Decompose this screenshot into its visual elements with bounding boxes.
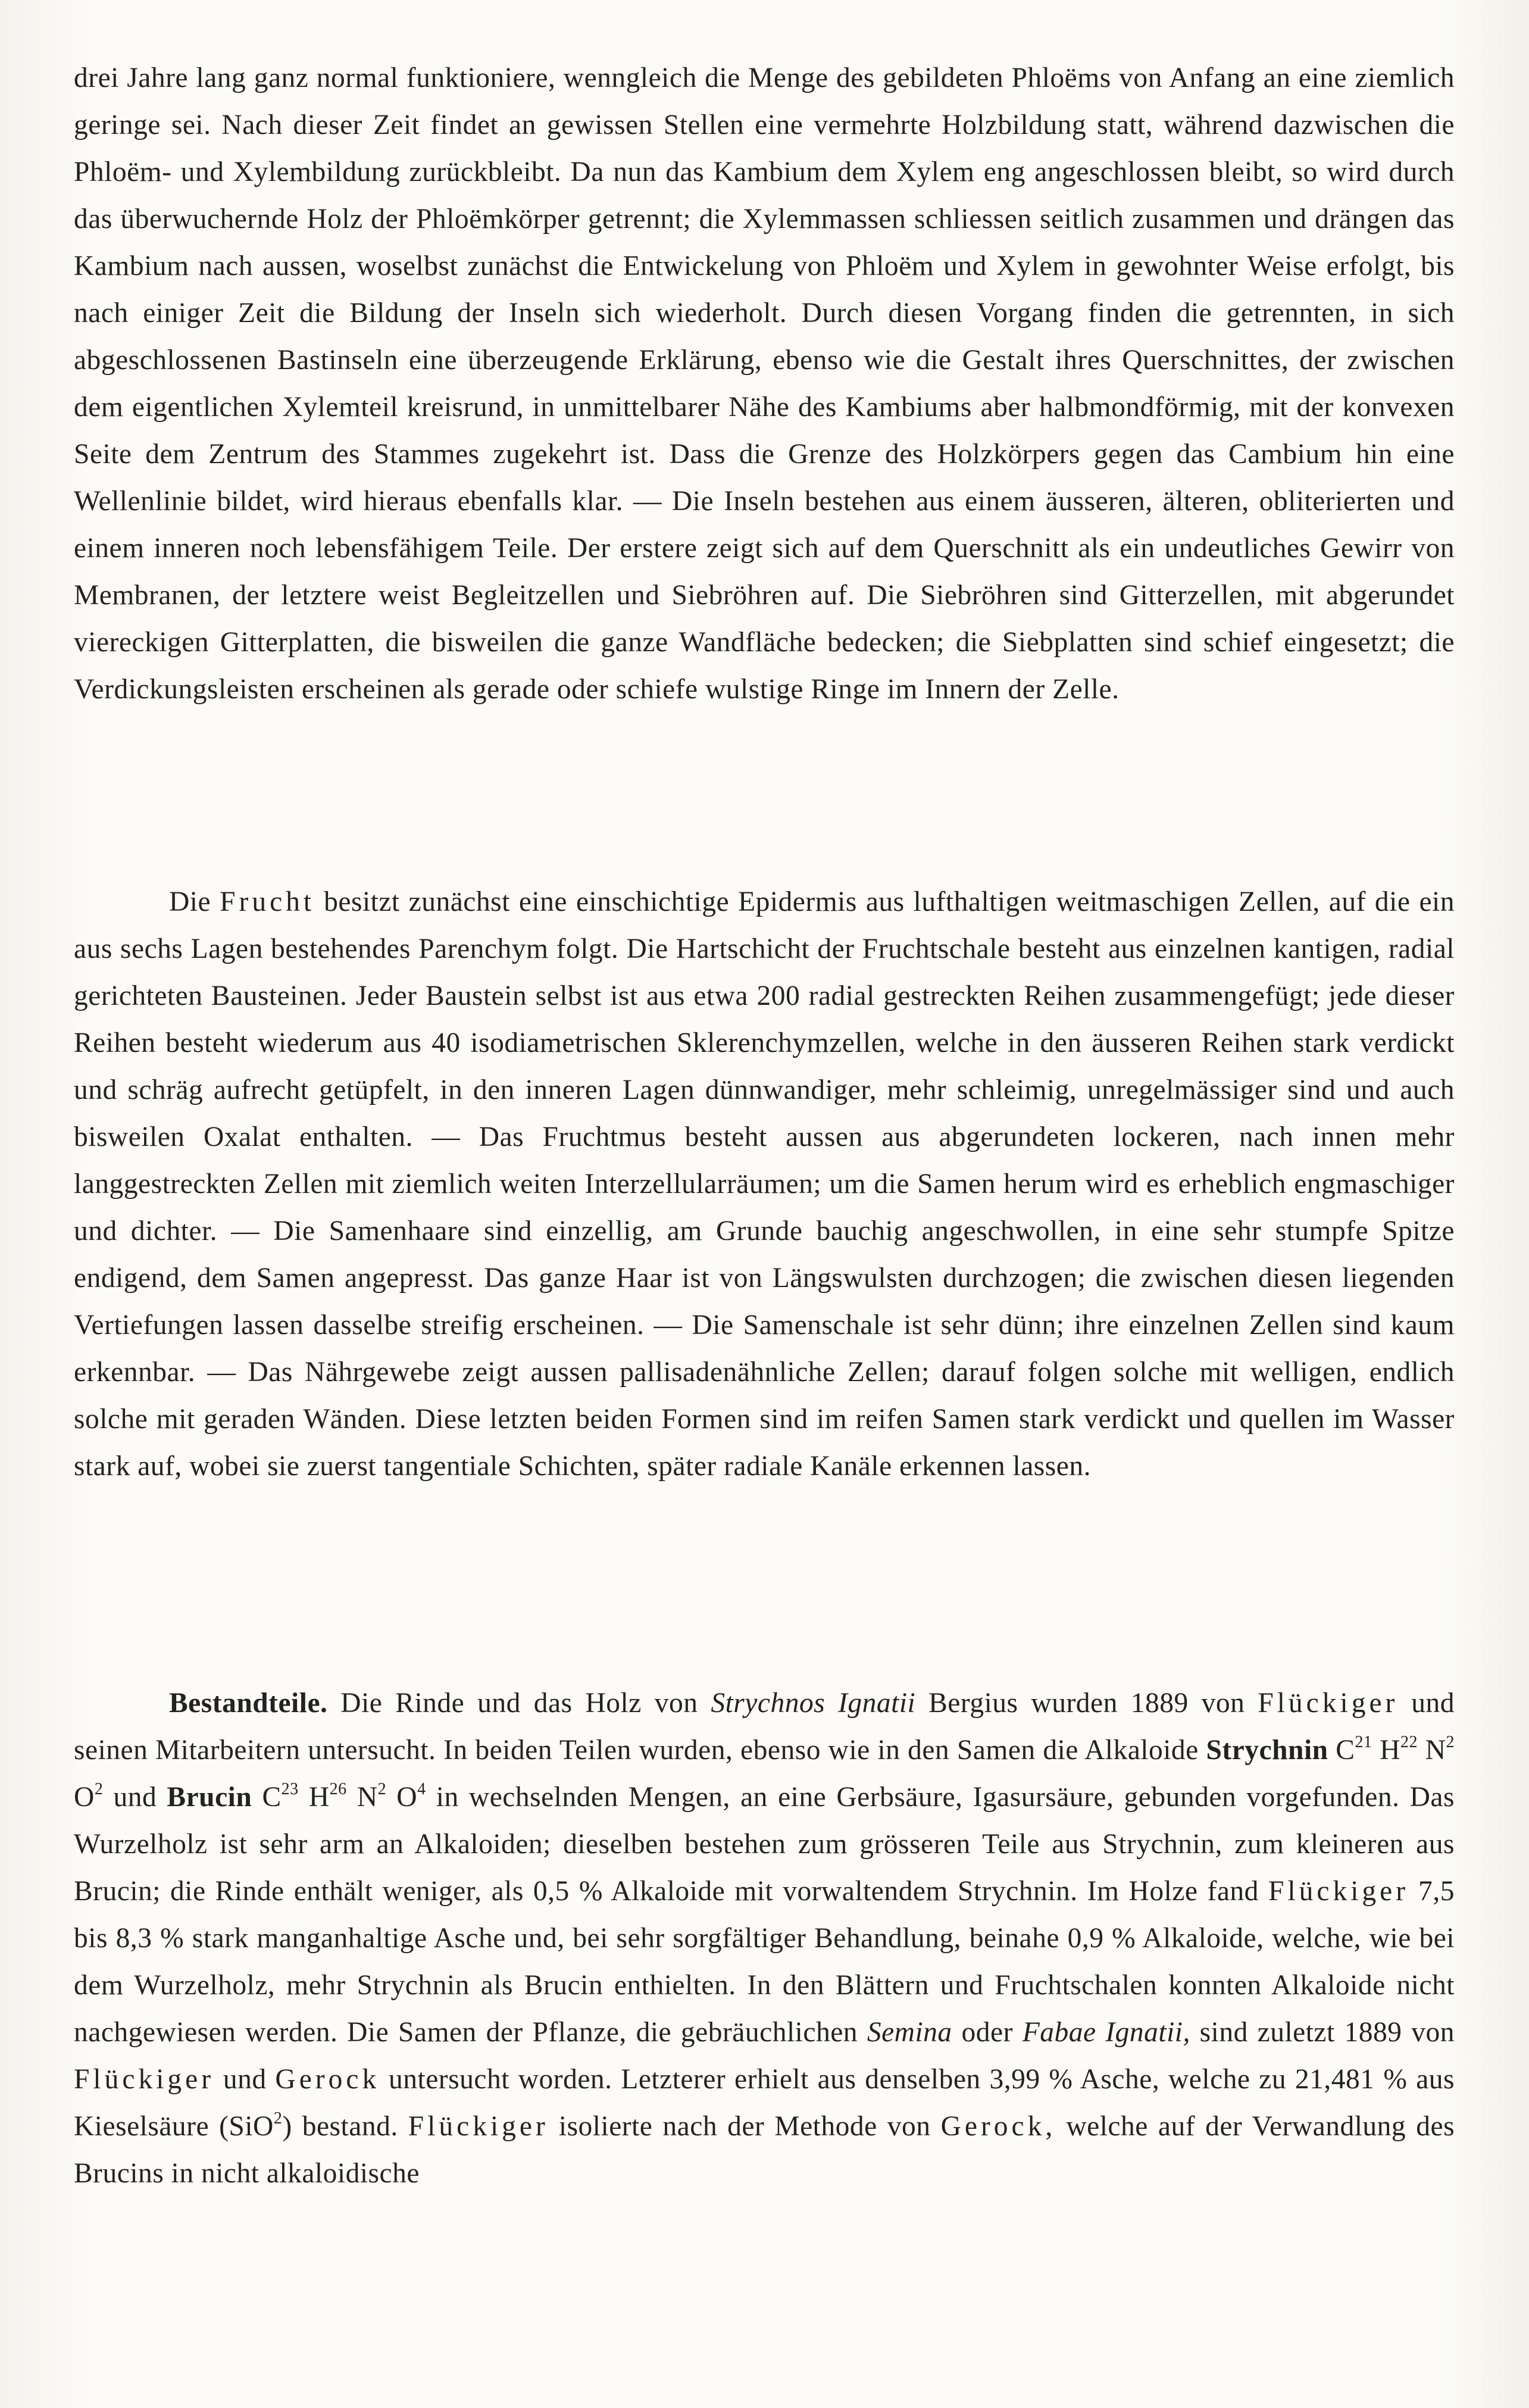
author-name: Gerock (275, 2064, 380, 2095)
formula-element: H (1380, 1735, 1400, 1766)
formula-subscript: 22 (1400, 1733, 1418, 1751)
text-run: ) bestand. (282, 2111, 398, 2142)
text-run: und (223, 2064, 267, 2095)
paragraph-constituents (74, 1680, 1455, 2197)
author-name: Flückiger (1268, 1876, 1409, 1907)
formula-subscript: 4 (417, 1780, 426, 1798)
formula-brucin (262, 1782, 426, 1813)
text-run: isolierte nach der Methode von (558, 2111, 931, 2142)
text-run: in wechselnden Mengen, an eine Gerbsäure, Igasursäure, gebunden vorgefunden. Das Wurzelholz ist sehr arm an Alkaloiden; dieselben bestehen zum grösseren Teile aus Strychnin, zum kleineren aus Brucin; die Rinde enthält weniger, als 0,5 % Alkaloide mit vorwaltendem Strychnin. Im Holze fand (74, 1782, 1455, 1907)
formula-subscript: 21 (1355, 1733, 1372, 1751)
formula-subscript: 23 (281, 1780, 299, 1798)
formula-element: N (357, 1782, 378, 1813)
alkaloid-brucin: Brucin (167, 1782, 252, 1813)
formula-element: C (262, 1782, 282, 1813)
spaced-term-frucht: Frucht (220, 886, 315, 917)
drug-name-semina: Semina (867, 2017, 952, 2048)
formula-subscript: 2 (273, 2109, 283, 2128)
text-run: sind zuletzt 1889 von (1199, 2017, 1455, 2048)
lead-word: Die (169, 886, 211, 917)
formula-element: N (1425, 1735, 1446, 1766)
text-run: 7,5 bis 8,3 % stark manganhaltige Asche und, bei sehr sorgfältiger Behandlung, beinahe 0,9 % Alkaloide, welche, wie bei dem Wurzelholz, mehr Strychnin als Brucin enthielten. In den Blättern und Fruchtschalen konnten Alkaloide nicht nachgewiesen werden. Die Samen der Pflanze, die gebräuchlichen (74, 1876, 1455, 2048)
formula-subscript: 2 (94, 1780, 104, 1798)
formula-element: H (308, 1782, 330, 1813)
paragraph-anatomy-stem (74, 55, 1455, 713)
author-name: Gerock, (940, 2111, 1056, 2142)
text-run: und (113, 1782, 157, 1813)
formula-element: C (1336, 1735, 1355, 1766)
author-name: Flückiger (1258, 1688, 1399, 1719)
text-run: und seinen Mitarbeitern untersucht. In beiden Teilen wurden, ebenso wie in den Samen die Alkaloide (74, 1688, 1455, 1766)
paragraph-body: besitzt zunächst eine einschichtige Epidermis aus lufthaltigen weitmaschigen Zellen, auf die ein aus sechs Lagen bestehendes Parenchym folgt. Die Hartschicht der Fruchtschale besteht aus einzelnen kantigen, radial gerichteten Bausteinen. Jeder Baustein selbst ist aus etwa 200 radial gestreckten Reihen zusammengefügt; jede dieser Reihen besteht wiederum aus 40 isodiametrischen Sklerenchymzellen, welche in den äusseren Reihen stark verdickt und schräg aufrecht getüpfelt, in den inneren Lagen dünnwandiger, mehr schleimig, unregelmässiger sind und auch bisweilen Oxalat enthalten. — Das Fruchtmus besteht aussen aus abgerundeten lockeren, nach innen mehr langgestreckten Zellen mit ziemlich weiten Interzellularräumen; um die Samen herum wird es erheblich engmaschiger und dichter. — Die Samenhaare sind einzellig, am Grunde bauchig angeschwollen, in eine sehr stumpfe Spitze endigend, dem Samen angepresst. Das ganze Haar ist von Längswulsten durchzogen; die zwischen diesen liegenden Vertiefungen lassen dasselbe streifig erscheinen. — Die Samenschale ist sehr dünn; ihre einzelnen Zellen sind kaum erkennbar. — Das Nährgewebe zeigt aussen pallisadenähnliche Zellen; darauf folgen solche mit welligen, endlich solche mit geraden Wänden. Diese letzten beiden Formen sind im reifen Samen stark verdickt und quellen im Wasser stark auf, wobei sie zuerst tangentiale Schichten, später radiale Kanäle erkennen lassen. (74, 886, 1455, 1482)
paragraph-text (74, 1680, 1455, 2197)
paragraph-fruit (74, 879, 1455, 1490)
formula-element: O (396, 1782, 418, 1813)
formula-subscript: 26 (329, 1780, 347, 1798)
text-run: welche auf der Verwandlung des Brucins in nicht alkaloidische (74, 2111, 1455, 2189)
paragraph-text (74, 879, 1455, 1490)
formula-subscript: 2 (377, 1780, 387, 1798)
species-name: Strychnos Ignatii (711, 1688, 916, 1719)
paragraph-text: drei Jahre lang ganz normal funktioniere, wenngleich die Menge des gebildeten Phloëms von Anfang an eine ziemlich geringe sei. Nach dieser Zeit findet an gewissen Stellen eine vermehrte Holzbildung statt, während dazwischen die Phloëm- und Xylembildung zurückbleibt. Da nun das Kambium dem Xylem eng angeschlossen bleibt, so wird durch das überwuchernde Holz der Phloëmkörper getrennt; die Xylemmassen schliessen seitlich zusammen und drängen das Kambium nach aussen, woselbst zunächst die Entwickelung von Phloëm und Xylem in gewohnter Weise erfolgt, bis nach einiger Zeit die Bildung der Inseln sich wiederholt. Durch diesen Vorgang finden die getrennten, in sich abgeschlossenen Bastinseln eine überzeugende Erklärung, ebenso wie die Gestalt ihres Querschnittes, der zwischen dem eigentlichen Xylemteil kreisrund, in unmittelbarer Nähe des Kambiums aber halbmondförmig, mit der konvexen Seite dem Zentrum des Stammes zugekehrt ist. Dass die Grenze des Holzkörpers gegen das Cambium hin eine Wellenlinie bildet, wird hieraus ebenfalls klar. — Die Inseln bestehen aus einem äusseren, älteren, obliterierten und einem inneren noch lebensfähigem Teile. Der erstere zeigt sich auf dem Querschnitt als ein undeutliches Gewirr von Membranen, der letztere weist Begleitzellen und Siebröhren auf. Die Siebröhren sind Gitterzellen, mit abgerundet viereckigen Gitterplatten, die bisweilen die ganze Wandfläche bedecken; die Siebplatten sind schief eingesetzt; die Verdickungsleisten erscheinen als gerade oder schiefe wulstige Ringe im Innern der Zelle. (74, 63, 1455, 705)
text-run: Die Rinde und das Holz von (340, 1688, 698, 1719)
author-name: Flückiger (408, 2111, 549, 2142)
formula-element: O (74, 1782, 95, 1813)
text-run: untersucht worden. Letzterer erhielt aus denselben 3,99 % Asche, welche zu 21,481 % aus Kieselsäure (SiO (74, 2064, 1455, 2142)
author-name: Flückiger (74, 2064, 215, 2095)
text-run: oder (961, 2017, 1013, 2048)
alkaloid-strychnin: Strychnin (1206, 1735, 1328, 1766)
text-run: Bergius wurden 1889 von (928, 1688, 1245, 1719)
formula-subscript: 2 (1446, 1733, 1455, 1751)
drug-name-fabae: Fabae Ignatii, (1022, 2017, 1190, 2048)
section-heading: Bestandteile. (169, 1688, 328, 1719)
